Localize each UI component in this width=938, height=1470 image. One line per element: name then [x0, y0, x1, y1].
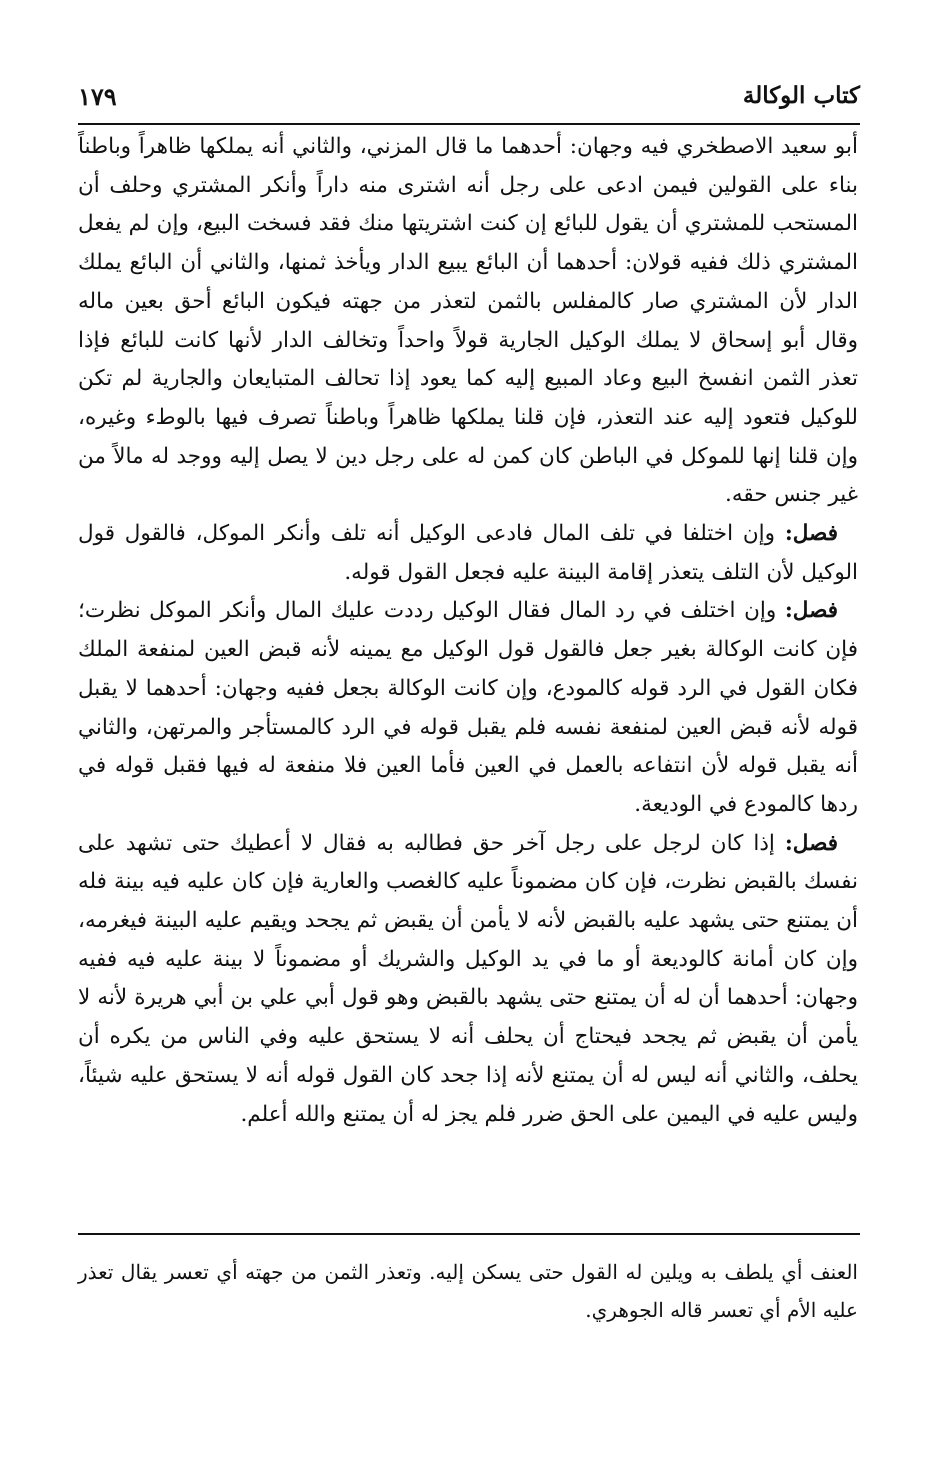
page-number: ١٧٩ — [78, 82, 117, 111]
section-label: فصل: — [784, 521, 838, 547]
running-title: كتاب الوكالة — [742, 82, 860, 109]
section-text: وإن اختلف في رد المال فقال الوكيل رددت عليك المال وأنكر الموكل نظرت؛ فإن كانت الوكالة بغير جعل فالقول قول الوكيل مع يمينه لأنه قبض العين لمنفعة الملك فكان القول في الرد قوله كالمودع، وإن كانت الوكالة بجعل ففيه وجهان: أحدهما لا يقبل قوله لأنه قبض العين لمنفعة نفسه فلم يقبل قوله في الرد كالمستأجر والمرتهن، والثاني أنه يقبل قوله لأن انتفاعه بالعمل في العين فأما العين فلا منفعة له فيها فقبل قوله في ردها كالمودع في الوديعة. — [78, 598, 858, 817]
footnote — [78, 1253, 858, 1329]
section-label: فصل: — [784, 830, 838, 856]
footnote-divider — [78, 1233, 860, 1235]
main-text — [78, 128, 858, 1134]
section-paragraph — [78, 592, 858, 824]
paragraph-continued: أبو سعيد الاصطخري فيه وجهان: أحدهما ما قال المزني، والثاني أنه يملكها ظاهراً وباطناً بناء على القولين فيمن ادعى على رجل أنه اشترى منه داراً وأنكر المشتري وحلف أن المستحب للمشتري أن يقول للبائع إن كنت اشتريتها منك فقد فسخت البيع، وإن لم يفعل المشتري ذلك ففيه قولان: أحدهما أن البائع يبيع الدار ويأخذ ثمنها، والثاني أن البائع يملك الدار لأن المشتري صار كالمفلس بالثمن لتعذر من جهته فيكون البائع أحق بعين ماله وقال أبو إسحاق لا يملك الوكيل الجارية قولاً واحداً وتخالف الدار لأنها كانت للبائع فإذا تعذر الثمن انفسخ البيع وعاد المبيع إليه كما يعود إذا تحالف المتبايعان والجارية لم تكن للوكيل فتعود إليه عند التعذر، فإن قلنا يملكها ظاهراً وباطناً تصرف فيها بالوطء وغيره، وإن قلنا إنها للموكل في الباطن كان كمن له على رجل دين لا يصل إليه ووجد له مالاً من غير جنس حقه. — [78, 134, 858, 508]
page-header — [78, 82, 860, 118]
section-paragraph — [78, 825, 858, 1135]
section-label: فصل: — [784, 598, 838, 624]
section-paragraph — [78, 515, 858, 592]
section-text: وإن اختلفا في تلف المال فادعى الوكيل أنه تلف وأنكر الموكل، فالقول قول الوكيل لأن التلف يتعذر إقامة البينة عليه فجعل القول قوله. — [78, 521, 858, 585]
header-divider — [78, 123, 860, 125]
section-text: إذا كان لرجل على رجل آخر حق فطالبه به فقال لا أعطيك حتى تشهد على نفسك بالقبض نظرت، فإن كان مضموناً عليه كالغصب والعارية فإن كان عليه فيه بينة فله أن يمتنع حتى يشهد عليه بالقبض لأنه لا يأمن أن يقبض ثم يجحد ويقيم عليه البينة فيغرمه، وإن كان أمانة كالوديعة أو ما في يد الوكيل والشريك أو مضموناً لا بينة عليه فيه ففيه وجهان: أحدهما أن له أن يمتنع حتى يشهد بالقبض وهو قول أبي علي بن أبي هريرة لأنه لا يأمن أن يقبض ثم يجحد فيحتاج أن يحلف أنه لا يستحق عليه وفي الناس من يكره أن يحلف، والثاني أنه ليس له أن يمتنع لأنه إذا جحد كان القول قوله أنه لا يستحق عليه شيئاً، وليس عليه في اليمين على الحق ضرر فلم يجز له أن يمتنع والله أعلم. — [78, 830, 858, 1127]
footnote-text: العنف أي يلطف به ويلين له القول حتى يسكن إليه. وتعذر الثمن من جهته أي تعسر يقال تعذر عليه الأم أي تعسر قاله الجوهري. — [78, 1260, 858, 1322]
